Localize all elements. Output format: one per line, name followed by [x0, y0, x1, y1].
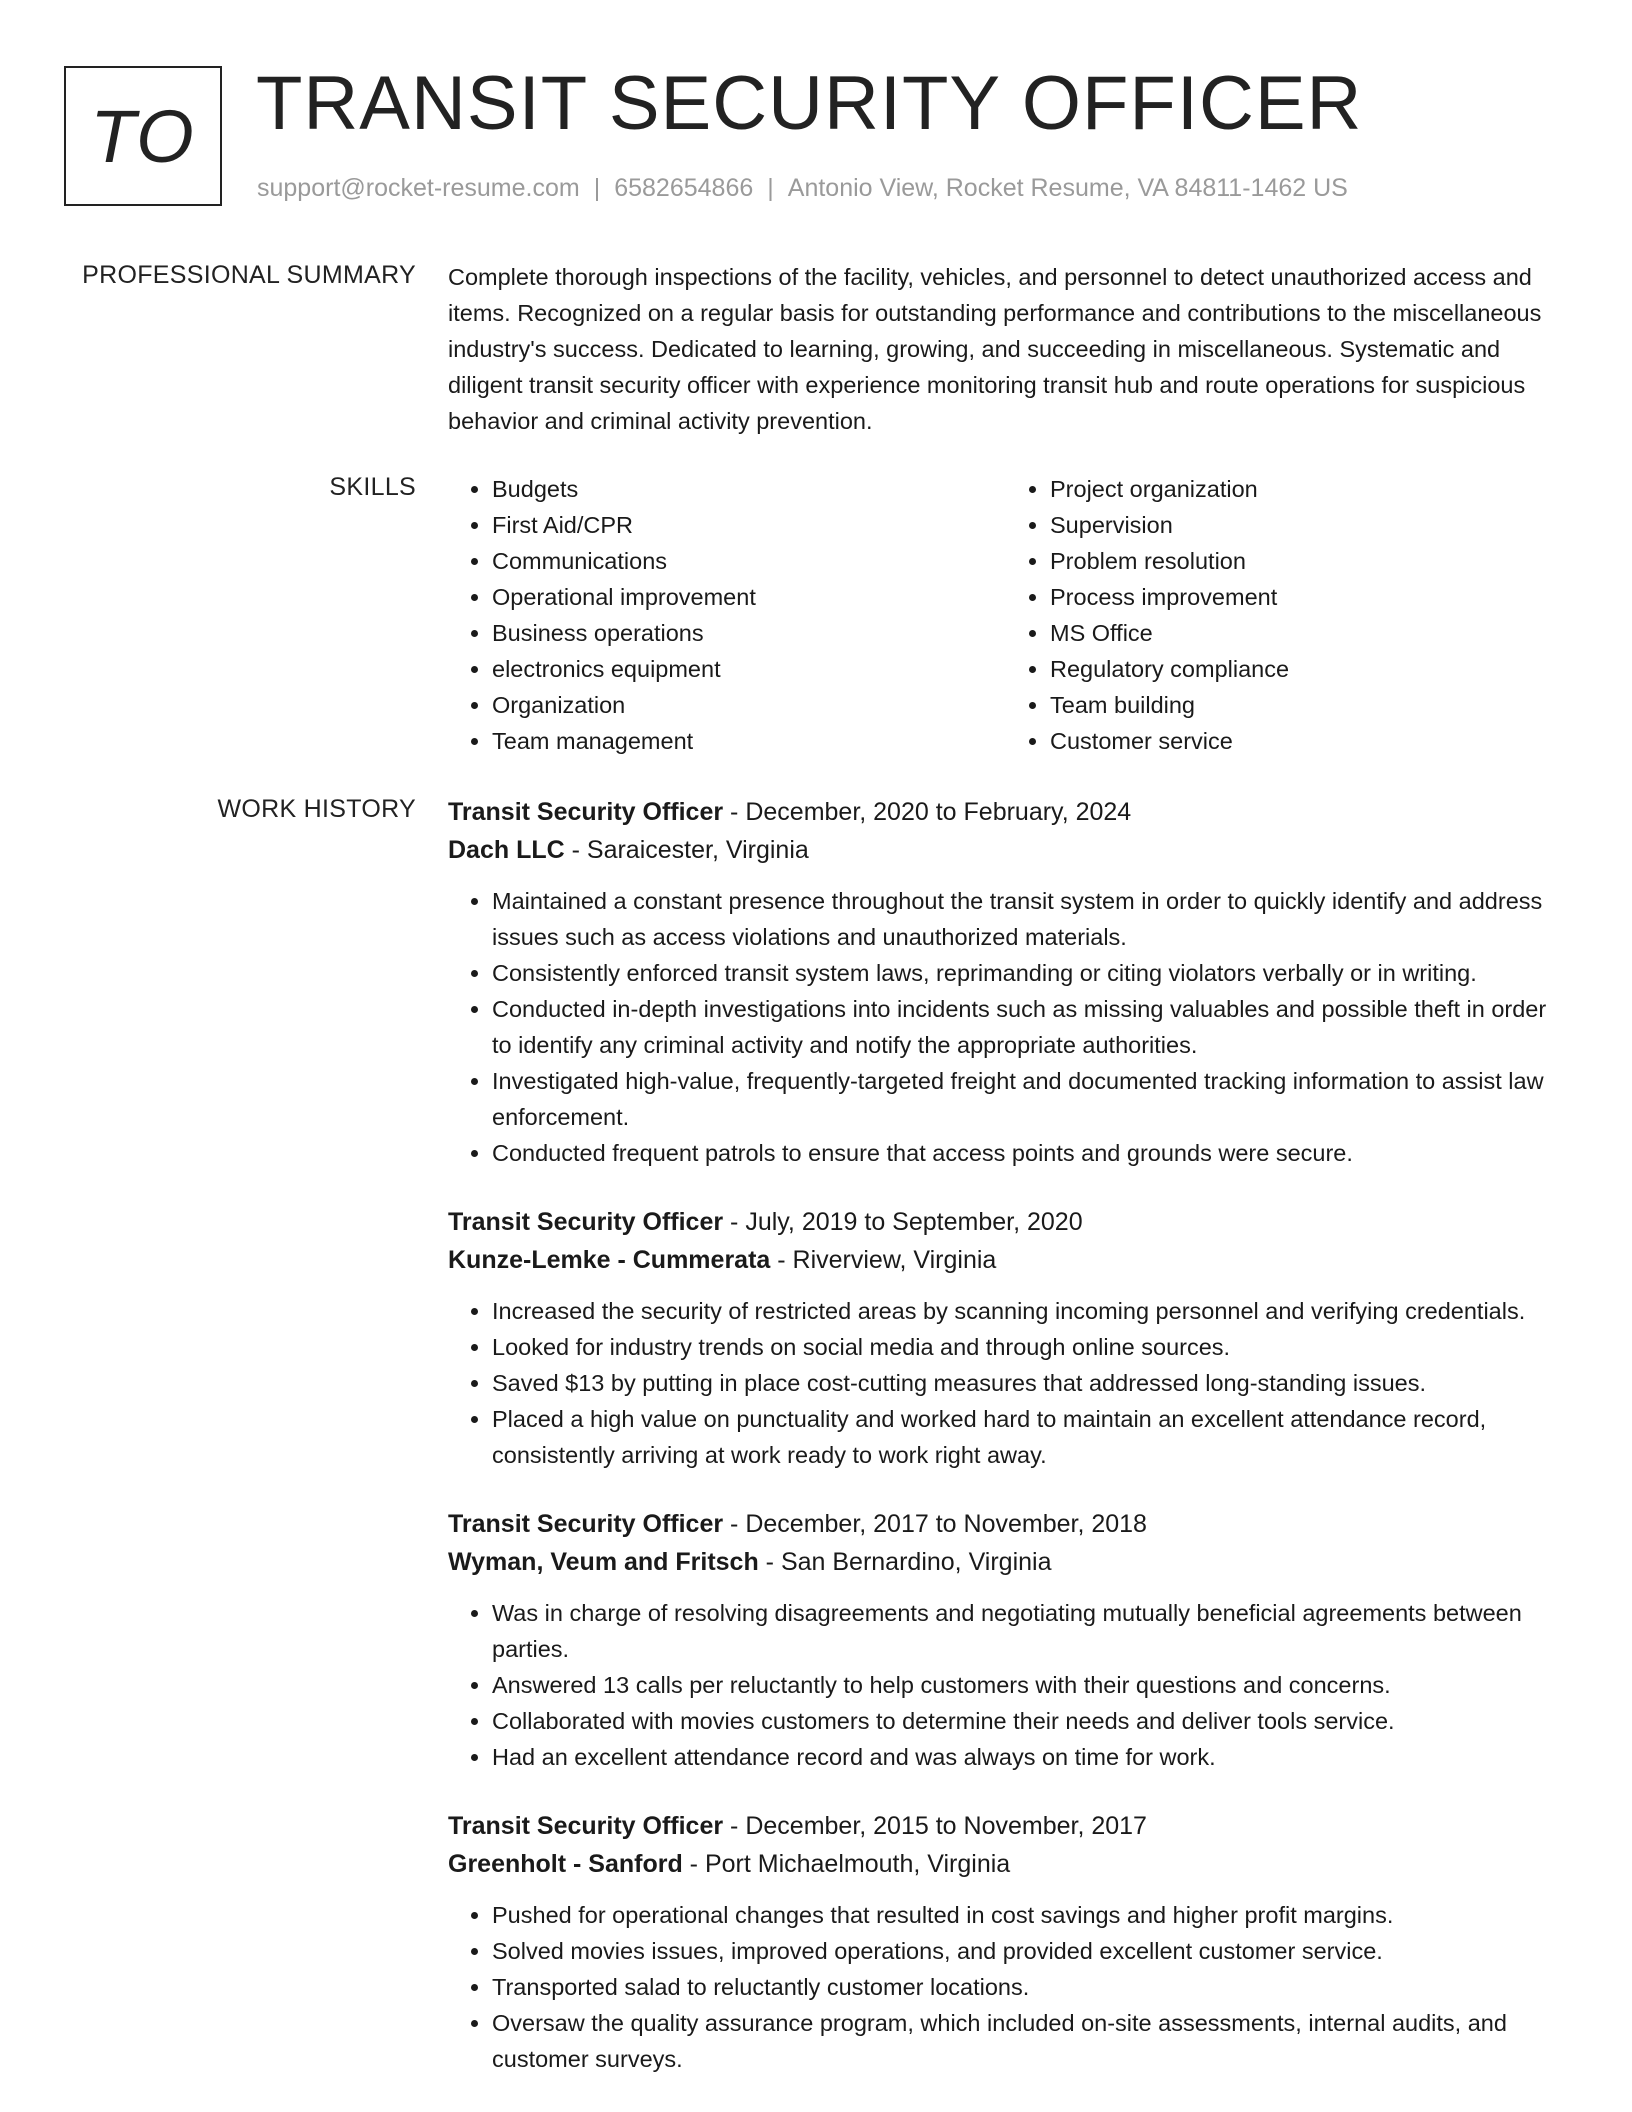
monogram-box: TO: [64, 66, 222, 206]
job-bullet: • Conducted frequent patrols to ensure that access points and grounds were secure.: [492, 1135, 1564, 1171]
skills-list-left: [448, 471, 1006, 759]
job-location: - Saraicester, Virginia: [564, 836, 809, 864]
job-entry: [448, 793, 1564, 1171]
contact-separator: |: [593, 174, 601, 202]
job-title: Transit Security Officer: [448, 798, 724, 826]
job-bullet: • Looked for industry trends on social media and through online sources.: [492, 1329, 1564, 1365]
job-entry: [448, 1203, 1564, 1473]
job-title-line: [448, 793, 1564, 831]
skills-list-right: [1006, 471, 1564, 759]
job-title: Transit Security Officer: [448, 1510, 724, 1538]
job-bullet: • Oversaw the quality assurance program, which included on-site assessments, internal audits, and customer surveys.: [492, 2005, 1564, 2077]
job-bullets: [448, 1897, 1564, 2077]
job-location: - Riverview, Virginia: [770, 1246, 997, 1274]
job-company: Wyman, Veum and Fritsch: [448, 1548, 759, 1576]
resume-header: [64, 61, 1564, 216]
skill-item: • Business operations: [492, 615, 1006, 651]
job-bullet: • Solved movies issues, improved operations, and provided excellent customer service.: [492, 1933, 1564, 1969]
job-company-line: [448, 831, 1564, 869]
contact-separator: |: [767, 174, 774, 202]
job-bullet: • Collaborated with movies customers to determine their needs and deliver tools service.: [492, 1703, 1564, 1739]
job-dates: - December, 2017 to November, 2018: [723, 1510, 1147, 1538]
section-label-work: WORK HISTORY: [217, 795, 416, 823]
skill-item: • Budgets: [492, 471, 1006, 507]
skill-item: • Regulatory compliance: [1050, 651, 1564, 687]
summary-text: Complete thorough inspections of the facility, vehicles, and personnel to detect unauthorized access and items. Recognized on a regular basis for outstanding performance and contributions to the miscellaneous industry's success. Dedicated to learning, growing, and succeeding in miscellaneous. Systematic and diligent transit security officer with experience monitoring transit hub and route operations for suspicious behavior and criminal activity prevention.: [448, 264, 1542, 434]
job-bullet: • Increased the security of restricted areas by scanning incoming personnel and verifying credentials.: [492, 1293, 1564, 1329]
job-title-line: [448, 1505, 1564, 1543]
job-bullet: • Transported salad to reluctantly customer locations.: [492, 1969, 1564, 2005]
skill-item: • Problem resolution: [1050, 543, 1564, 579]
job-bullet: • Had an excellent attendance record and was always on time for work.: [492, 1739, 1564, 1775]
job-bullet: • Was in charge of resolving disagreements and negotiating mutually beneficial agreements between parties.: [492, 1595, 1564, 1667]
section-label-summary: PROFESSIONAL SUMMARY: [82, 261, 416, 289]
summary-body: [448, 259, 1564, 439]
job-title: Transit Security Officer: [448, 1208, 724, 1236]
skill-item: • Operational improvement: [492, 579, 1006, 615]
contact-phone[interactable]: 6582654866: [614, 174, 754, 202]
job-location: - San Bernardino, Virginia: [758, 1548, 1052, 1576]
job-bullet: • Saved $13 by putting in place cost-cutting measures that addressed long-standing issues.: [492, 1365, 1564, 1401]
job-bullet: • Maintained a constant presence throughout the transit system in order to quickly identify and address issues such as access violations and unauthorized materials.: [492, 883, 1564, 955]
skill-item: • Communications: [492, 543, 1006, 579]
job-company-line: [448, 1241, 1564, 1279]
skill-item: • Team management: [492, 723, 1006, 759]
job-bullet: • Investigated high-value, frequently-targeted freight and documented tracking information to assist law enforcement.: [492, 1063, 1564, 1135]
job-company-line: [448, 1845, 1564, 1883]
skill-item: • Organization: [492, 687, 1006, 723]
job-location: - Port Michaelmouth, Virginia: [682, 1850, 1011, 1878]
job-company: Greenholt - Sanford: [448, 1850, 683, 1878]
job-bullet: • Pushed for operational changes that resulted in cost savings and higher profit margins.: [492, 1897, 1564, 1933]
contact-address: Antonio View, Rocket Resume, VA 84811-1462 US: [787, 174, 1348, 202]
section-label-skills: SKILLS: [329, 473, 416, 501]
skill-item: • electronics equipment: [492, 651, 1006, 687]
skill-item: • Supervision: [1050, 507, 1564, 543]
job-bullets: [448, 1595, 1564, 1775]
job-title-line: [448, 1203, 1564, 1241]
job-entry: [448, 1807, 1564, 2077]
skill-item: • Process improvement: [1050, 579, 1564, 615]
job-title-line: [448, 1807, 1564, 1845]
skill-item: • Project organization: [1050, 471, 1564, 507]
contact-email[interactable]: support@rocket-resume.com: [257, 174, 580, 202]
job-dates: - December, 2015 to November, 2017: [723, 1812, 1147, 1840]
skill-item: • Customer service: [1050, 723, 1564, 759]
job-bullets: [448, 1293, 1564, 1473]
job-company: Dach LLC: [448, 836, 565, 864]
resume-title: TRANSIT SECURITY OFFICER: [256, 61, 1363, 146]
job-bullet: • Conducted in-depth investigations into incidents such as missing valuables and possible theft in order to identify any criminal activity and notify the appropriate authorities.: [492, 991, 1564, 1063]
job-bullet: • Answered 13 calls per reluctantly to help customers with their questions and concerns.: [492, 1667, 1564, 1703]
skill-item: • Team building: [1050, 687, 1564, 723]
skills-body: [448, 471, 1564, 759]
job-bullets: [448, 883, 1564, 1171]
skills-columns: [448, 471, 1564, 759]
skill-item: • MS Office: [1050, 615, 1564, 651]
job-company-line: [448, 1543, 1564, 1581]
job-title: Transit Security Officer: [448, 1812, 724, 1840]
job-bullet: • Consistently enforced transit system laws, reprimanding or citing violators verbally or in writing.: [492, 955, 1564, 991]
job-dates: - July, 2019 to September, 2020: [723, 1208, 1083, 1236]
contact-line: [257, 174, 1348, 203]
skill-item: • First Aid/CPR: [492, 507, 1006, 543]
work-history-body: [448, 793, 1564, 2109]
job-dates: - December, 2020 to February, 2024: [723, 798, 1132, 826]
job-bullet: • Placed a high value on punctuality and worked hard to maintain an excellent attendance record, consistently arriving at work ready to work right away.: [492, 1401, 1564, 1473]
job-entry: [448, 1505, 1564, 1775]
job-company: Kunze-Lemke - Cummerata: [448, 1246, 771, 1274]
